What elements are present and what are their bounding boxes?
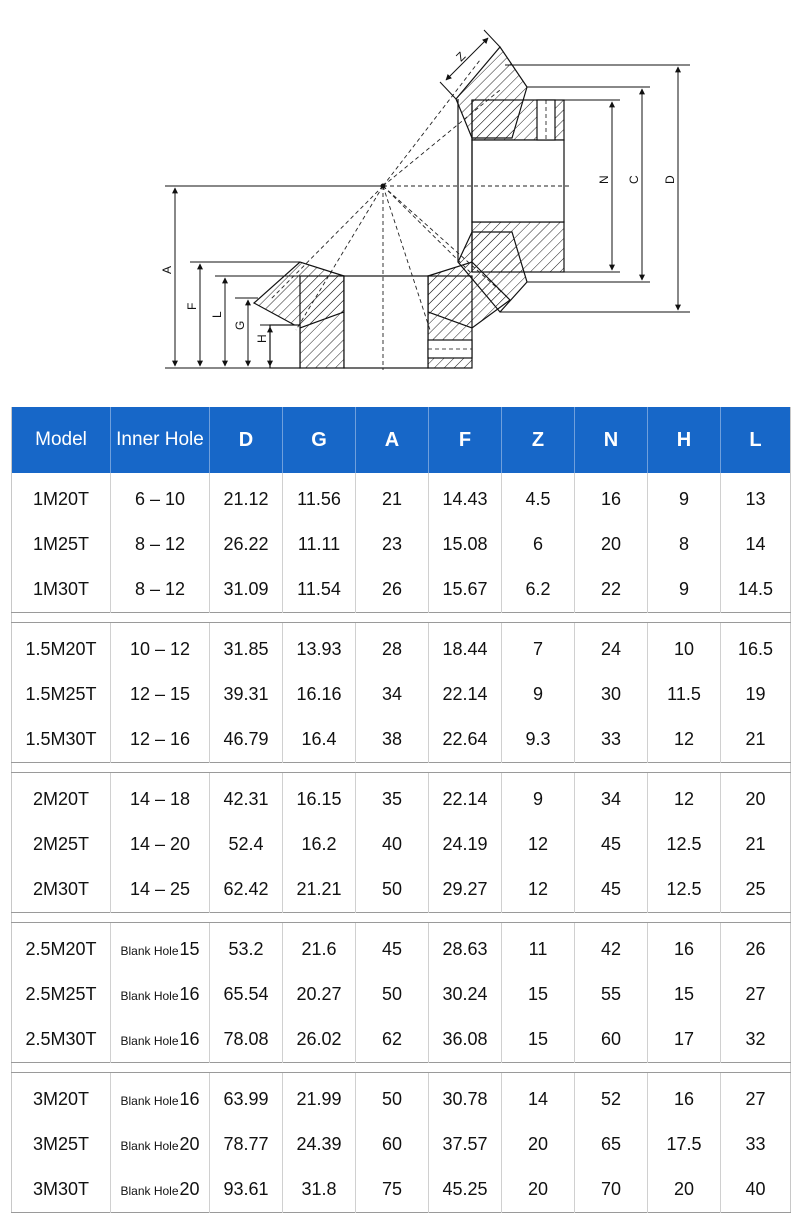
header-g: G	[283, 407, 356, 473]
cell-a: 26	[356, 567, 429, 613]
cell-d: 31.85	[210, 623, 283, 673]
cell-a: 45	[356, 923, 429, 973]
cell-g: 26.02	[283, 1017, 356, 1063]
cell-n: 45	[575, 822, 648, 867]
cell-f: 30.24	[429, 972, 502, 1017]
header-h: H	[648, 407, 721, 473]
group-separator	[12, 763, 791, 773]
table-row	[12, 972, 791, 1017]
cell-g: 31.8	[283, 1167, 356, 1213]
cell-l: 16.5	[737, 639, 774, 659]
hole-prefix: Blank Hole	[120, 1094, 179, 1108]
label-z: Z	[453, 49, 469, 65]
cell-l: 20	[745, 789, 766, 809]
cell-g: 16.15	[283, 773, 356, 823]
cell-g: 21.6	[283, 923, 356, 973]
table-row	[12, 522, 791, 567]
cell-z: 20	[502, 1167, 575, 1213]
cell-model: 1M30T	[12, 567, 111, 613]
table-row	[12, 822, 791, 867]
cell-z: 9	[502, 773, 575, 823]
label-d: D	[663, 175, 677, 184]
cell-model: 2M30T	[12, 867, 111, 913]
cell-model: 1.5M30T	[12, 717, 111, 763]
cell-inner-hole	[111, 972, 210, 1017]
hole-prefix: Blank Hole	[120, 989, 179, 1003]
separator-cell	[12, 1063, 791, 1073]
group-separator	[12, 913, 791, 923]
hole-prefix: Blank Hole	[120, 1139, 179, 1153]
table-row	[12, 473, 791, 522]
cell-inner-hole	[111, 1167, 210, 1213]
cell-d: 21.12	[210, 473, 283, 522]
table-row	[12, 623, 791, 673]
group-separator	[12, 1063, 791, 1073]
cell-n: 24	[575, 623, 648, 673]
cell-z: 12	[502, 822, 575, 867]
cell-z: 15	[502, 1017, 575, 1063]
cell-g: 16.4	[283, 717, 356, 763]
table-row	[12, 1017, 791, 1063]
hole-value: 12 – 15	[129, 684, 191, 704]
cell-h: 17	[648, 1017, 721, 1063]
cell-n: 30	[575, 672, 648, 717]
header-inner-hole: Inner Hole	[111, 407, 210, 473]
cell-model: 3M30T	[12, 1167, 111, 1213]
cell-f: 14.43	[429, 473, 502, 522]
cell-f: 29.27	[429, 867, 502, 913]
hole-value: 20	[179, 1179, 200, 1199]
cell-model: 2M20T	[12, 773, 111, 823]
cell-h: 12.5	[648, 867, 721, 913]
cell-d: 62.42	[210, 867, 283, 913]
cell-inner-hole	[111, 672, 210, 717]
cell-g: 20.27	[283, 972, 356, 1017]
cell-model: 1M20T	[12, 473, 111, 522]
spec-table	[11, 407, 791, 1213]
cell-inner-hole	[111, 717, 210, 763]
cell-inner-hole	[111, 822, 210, 867]
cell-a: 50	[356, 867, 429, 913]
cell-g: 16.16	[283, 672, 356, 717]
table-row	[12, 1073, 791, 1123]
cell-l: 21	[745, 729, 766, 749]
cell-inner-hole	[111, 1122, 210, 1167]
header-n: N	[575, 407, 648, 473]
cell-d: 26.22	[210, 522, 283, 567]
cell-d: 63.99	[210, 1073, 283, 1123]
cell-d: 53.2	[210, 923, 283, 973]
cell-d: 52.4	[210, 822, 283, 867]
table-row	[12, 923, 791, 973]
cell-z: 14	[502, 1073, 575, 1123]
hole-value: 16	[179, 1029, 200, 1049]
cell-inner-hole	[111, 1017, 210, 1063]
cell-inner-hole	[111, 773, 210, 823]
hole-value: 16	[179, 1089, 200, 1109]
header-z: Z	[502, 407, 575, 473]
table-row	[12, 867, 791, 913]
cell-h: 9	[648, 473, 721, 522]
cell-model: 1.5M25T	[12, 672, 111, 717]
cell-l: 27	[745, 984, 766, 1004]
cell-h: 9	[648, 567, 721, 613]
cell-z: 7	[502, 623, 575, 673]
cell-f: 15.67	[429, 567, 502, 613]
cell-a: 35	[356, 773, 429, 823]
cell-n: 34	[575, 773, 648, 823]
cell-inner-hole	[111, 522, 210, 567]
cell-f: 22.14	[429, 672, 502, 717]
hole-value: 15	[179, 939, 200, 959]
cell-inner-hole	[111, 867, 210, 913]
cell-a: 38	[356, 717, 429, 763]
hole-value: 8 – 12	[134, 534, 186, 554]
cell-f: 37.57	[429, 1122, 502, 1167]
hole-prefix: Blank Hole	[120, 944, 179, 958]
cell-a: 50	[356, 1073, 429, 1123]
cell-d: 31.09	[210, 567, 283, 613]
cell-n: 42	[575, 923, 648, 973]
cell-d: 78.08	[210, 1017, 283, 1063]
bevel-gear-diagram	[0, 0, 800, 400]
cell-z: 6	[502, 522, 575, 567]
hole-value: 8 – 12	[134, 579, 186, 599]
cell-d: 93.61	[210, 1167, 283, 1213]
cell-z: 12	[502, 867, 575, 913]
cell-n: 55	[575, 972, 648, 1017]
cell-inner-hole	[111, 473, 210, 522]
cell-model: 3M20T	[12, 1073, 111, 1123]
cell-a: 40	[356, 822, 429, 867]
cell-d: 78.77	[210, 1122, 283, 1167]
hole-value: 14 – 20	[129, 834, 191, 854]
cell-f: 30.78	[429, 1073, 502, 1123]
cell-model: 2.5M30T	[12, 1017, 111, 1063]
header-model: Model	[12, 407, 111, 473]
cell-n: 16	[575, 473, 648, 522]
cell-h: 12.5	[648, 822, 721, 867]
cell-h: 15	[648, 972, 721, 1017]
cell-g: 21.21	[283, 867, 356, 913]
cell-h: 17.5	[648, 1122, 721, 1167]
cell-n: 60	[575, 1017, 648, 1063]
hole-value: 10 – 12	[129, 639, 191, 659]
cell-l: 13	[745, 489, 766, 509]
cell-f: 45.25	[429, 1167, 502, 1213]
cell-z: 15	[502, 972, 575, 1017]
cell-z: 9.3	[502, 717, 575, 763]
cell-g: 11.54	[283, 567, 356, 613]
cell-l: 26	[745, 939, 766, 959]
cell-n: 52	[575, 1073, 648, 1123]
cell-l: 32	[745, 1029, 766, 1049]
cell-l: 14	[745, 534, 766, 554]
cell-f: 36.08	[429, 1017, 502, 1063]
cell-z: 9	[502, 672, 575, 717]
cell-h: 8	[648, 522, 721, 567]
cell-g: 11.11	[283, 522, 356, 567]
cell-g: 21.99	[283, 1073, 356, 1123]
cell-a: 60	[356, 1122, 429, 1167]
hole-value: 16	[179, 984, 200, 1004]
label-g: G	[233, 320, 247, 330]
cell-l: 25	[745, 879, 766, 899]
cell-inner-hole	[111, 567, 210, 613]
cell-inner-hole	[111, 623, 210, 673]
label-l: L	[210, 311, 224, 318]
cell-inner-hole	[111, 923, 210, 973]
cell-d: 39.31	[210, 672, 283, 717]
cell-d: 46.79	[210, 717, 283, 763]
cell-f: 15.08	[429, 522, 502, 567]
cell-h: 10	[648, 623, 721, 673]
table-row	[12, 1167, 791, 1213]
cell-l: 33	[745, 1134, 766, 1154]
cell-f: 18.44	[429, 623, 502, 673]
group-separator	[12, 613, 791, 623]
cell-a: 50	[356, 972, 429, 1017]
cell-inner-hole	[111, 1073, 210, 1123]
cell-n: 22	[575, 567, 648, 613]
cell-a: 21	[356, 473, 429, 522]
hole-value: 20	[179, 1134, 200, 1154]
label-h: H	[255, 334, 269, 343]
cell-model: 2.5M25T	[12, 972, 111, 1017]
cell-a: 62	[356, 1017, 429, 1063]
hole-prefix: Blank Hole	[120, 1184, 179, 1198]
cell-d: 42.31	[210, 773, 283, 823]
header-d: D	[210, 407, 283, 473]
cell-a: 75	[356, 1167, 429, 1213]
cell-h: 16	[648, 1073, 721, 1123]
cell-n: 45	[575, 867, 648, 913]
cell-h: 16	[648, 923, 721, 973]
table-body	[12, 473, 791, 1213]
label-f: F	[185, 302, 199, 310]
table-row	[12, 773, 791, 823]
cell-model: 3M25T	[12, 1122, 111, 1167]
hole-value: 14 – 18	[129, 789, 191, 809]
separator-cell	[12, 763, 791, 773]
cell-g: 13.93	[283, 623, 356, 673]
cell-l: 40	[745, 1179, 766, 1199]
hole-value: 12 – 16	[129, 729, 191, 749]
cell-f: 28.63	[429, 923, 502, 973]
separator-cell	[12, 913, 791, 923]
cell-n: 33	[575, 717, 648, 763]
cell-n: 20	[575, 522, 648, 567]
hole-prefix: Blank Hole	[120, 1034, 179, 1048]
label-c: C	[627, 175, 641, 184]
hole-value: 6 – 10	[134, 489, 186, 509]
cell-l: 27	[745, 1089, 766, 1109]
cell-model: 2M25T	[12, 822, 111, 867]
cell-model: 2.5M20T	[12, 923, 111, 973]
table-row	[12, 717, 791, 763]
table-row	[12, 1122, 791, 1167]
cell-l: 19	[745, 684, 766, 704]
header-l: L	[721, 407, 791, 473]
cell-a: 28	[356, 623, 429, 673]
cell-z: 11	[502, 923, 575, 973]
cell-h: 11.5	[648, 672, 721, 717]
cell-h: 12	[648, 773, 721, 823]
cell-h: 12	[648, 717, 721, 763]
cell-a: 23	[356, 522, 429, 567]
cell-g: 11.56	[283, 473, 356, 522]
cell-g: 16.2	[283, 822, 356, 867]
table-row	[12, 672, 791, 717]
cell-z: 20	[502, 1122, 575, 1167]
cell-g: 24.39	[283, 1122, 356, 1167]
cell-l: 14.5	[737, 579, 774, 599]
cell-z: 6.2	[502, 567, 575, 613]
cell-l: 21	[745, 834, 766, 854]
label-a: A	[160, 265, 174, 274]
header-f: F	[429, 407, 502, 473]
cell-n: 70	[575, 1167, 648, 1213]
separator-cell	[12, 613, 791, 623]
cell-z: 4.5	[502, 473, 575, 522]
cell-f: 22.64	[429, 717, 502, 763]
header-a: A	[356, 407, 429, 473]
label-n: N	[597, 175, 611, 184]
table-header-row	[12, 407, 791, 473]
table-row	[12, 567, 791, 613]
cell-a: 34	[356, 672, 429, 717]
cell-model: 1M25T	[12, 522, 111, 567]
cell-h: 20	[648, 1167, 721, 1213]
cell-n: 65	[575, 1122, 648, 1167]
cell-d: 65.54	[210, 972, 283, 1017]
cell-f: 22.14	[429, 773, 502, 823]
cell-model: 1.5M20T	[12, 623, 111, 673]
cell-f: 24.19	[429, 822, 502, 867]
hole-value: 14 – 25	[129, 879, 191, 899]
